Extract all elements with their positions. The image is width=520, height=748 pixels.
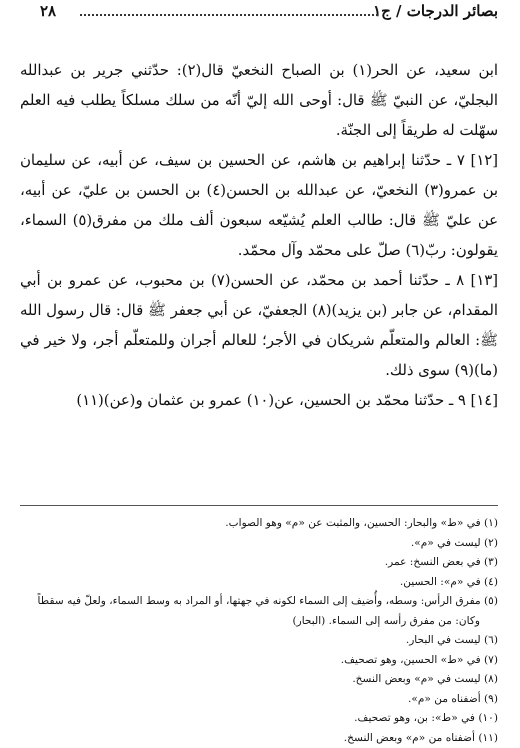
footnote-1: (١) في «ط» والبحار: الحسين، والمثبت عن «م» وهو الصواب. (225, 517, 498, 529)
footnote-2: (٢) ليست في «م». (410, 536, 498, 549)
hadith-12: [١٢] ٧ ـ حدّثنا إبراهيم بن هاشم، عن الحسين بن سيف، عن أبيه، عن سليمان بن عمرو(٣) النخعيّ، عن عبدالله بن الحسن(٤) بن الحسن بن عليّ، عن أبيه، عن عليّ ﷺ قال: طالب العلم يُشيّعه سبعون ألف ملك من مفرق(٥) السماء، يقولون: ربّ(٦) صلّ على محمّد وآل محمّد. (20, 152, 499, 259)
page-number: ٢٨ (40, 2, 57, 20)
footnote-3: (٣) في بعض النسخ: عمر. (384, 556, 498, 568)
footnote-9: (٩) أضفناه من «م». (408, 692, 498, 705)
footnote-8: (٨) ليست في «م» وبعض النسخ. (352, 673, 498, 685)
footnote-10: (١٠) في «ط»: بن، وهو تصحيف. (354, 712, 498, 724)
footnotes (20, 514, 498, 748)
main-text (20, 56, 498, 416)
paragraph-intro: ابن سعيد، عن الحر(١) بن الصباح النخعيّ قال(٢): حدّثني جرير بن عبدالله البجليّ، عن النبيّ ﷺ قال: أوحى الله إليّ أنّه من سلك مسلكاً يطلب فيه العلم سهّلت له طريقاً إلى الجنّة. (20, 62, 498, 139)
footnote-11: (١١) أضفناه من «م» وبعض النسخ. (343, 731, 498, 744)
book-title: بصائر الدرجات / ج١ (373, 2, 498, 20)
footnote-6: (٦) ليست في البحار. (405, 634, 498, 646)
running-header (40, 2, 498, 26)
footnote-5-continuation: وكان: من مفرق رأسه إلى السماء. (البحار) (292, 614, 480, 627)
footnote-divider (20, 505, 498, 506)
footnote-7: (٧) في «ط» الحسين، وهو تصحيف. (340, 653, 498, 666)
hadith-14: [١٤] ٩ ـ حدّثنا محمّد بن الحسين، عن(١٠) عمرو بن عثمان و(عن)(١١) (76, 392, 498, 409)
footnote-4: (٤) في «م»: الحسين. (399, 575, 498, 588)
hadith-13: [١٣] ٨ ـ حدّثنا أحمد بن محمّد، عن الحسن(٧) بن محبوب، عن عمرو بن أبي المقدام، عن جابر (بن يزيد)(٨) الجعفيّ، عن أبي جعفر ﷺ قال: قال رسول الله ﷺ: العالم والمتعلّم شريكان في الأجر؛ للعالم أجران وللمتعلّم أجر، ولا خير في (ما)(٩) سوى ذلك. (20, 272, 499, 379)
footnote-5: (٥) مفرق الرأس: وسطه، وأُضيف إلى السماء لكونه في جهتها، أو المراد به وسط السماء، ولعلّ فيه سقطاً (37, 595, 498, 607)
header-leader-dots (80, 14, 378, 16)
